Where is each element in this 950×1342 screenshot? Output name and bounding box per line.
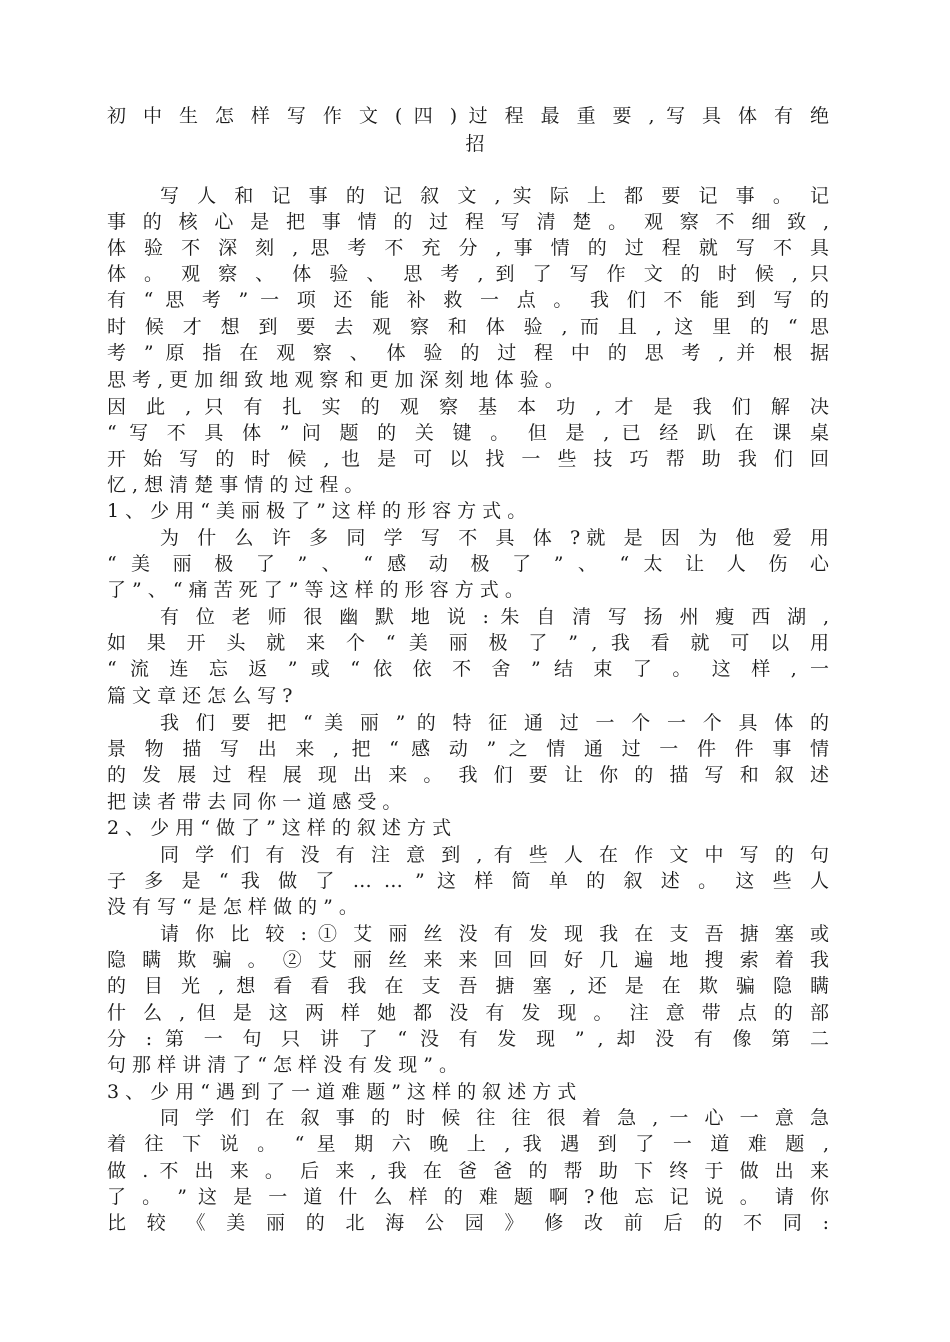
paragraph-line: 我 们 要 把 “ 美 丽 ” 的 特 征 通 过 一 个 一 个 具 体 的 [160,712,829,734]
paragraph-line: “ 写 不 具 体 ” 问 题 的 关 键 。 但 是 , 已 经 趴 在 课 桌 [107,422,829,444]
paragraph-line: 句 那 样 讲 清 了 “ 怎 样 没 有 发 现 ” 。 [107,1054,458,1076]
paragraph-line: 忆 , 想 清 楚 事 情 的 过 程 。 [107,474,364,496]
paragraph-line: 子 多 是 “ 我 做 了 … … ” 这 样 简 单 的 叙 述 。 这 些 人 [107,870,829,892]
paragraph-line: 了 ” 、 “ 痛 苦 死 了 ” 等 这 样 的 形 容 方 式 。 [107,579,524,601]
paragraph-line: 比 较 《 美 丽 的 北 海 公 园 》 修 改 前 后 的 不 同 : [107,1212,829,1234]
paragraph-line: 体 验 不 深 刻 , 思 考 不 充 分 , 事 情 的 过 程 就 写 不 具 [107,237,829,259]
paragraph-line: “ 流 连 忘 返 ” 或 “ 依 依 不 舍 ” 结 束 了 。 这 样 , 一 [107,658,829,680]
document-title-line-1: 初 中 生 怎 样 写 作 文 ( 四 ) 过 程 最 重 要 , 写 具 体 有 绝 [107,105,829,127]
section-heading-1: 1 、 少 用 “ 美 丽 极 了 ” 这 样 的 形 容 方 式 。 [107,500,527,522]
paragraph-line: 请 你 比 较 : ① 艾 丽 丝 没 有 发 现 我 在 支 吾 搪 塞 或 [160,923,829,945]
paragraph-line: 因 此 , 只 有 扎 实 的 观 察 基 本 功 , 才 是 我 们 解 决 [107,396,829,418]
paragraph-line: 了 。 ” 这 是 一 道 什 么 样 的 难 题 啊 ?他 忘 记 说 。 请 你 [107,1186,829,1208]
paragraph-line: 把 读 者 带 去 同 你 一 道 感 受 。 [107,791,402,813]
paragraph-line: 为 什 么 许 多 同 学 写 不 具 体 ?就 是 因 为 他 爱 用 [160,527,829,549]
paragraph-line: 时 候 才 想 到 要 去 观 察 和 体 验 , 而 且 , 这 里 的 “ 思 [107,316,829,338]
paragraph-line: 同 学 们 有 没 有 注 意 到 , 有 些 人 在 作 文 中 写 的 句 [160,844,829,866]
paragraph-line: 没 有 写 “ 是 怎 样 做 的 ” 。 [107,896,358,918]
paragraph-line: 有 位 老 师 很 幽 默 地 说 : 朱 自 清 写 扬 州 瘦 西 湖 , [160,606,829,628]
paragraph-line: 有 “ 思 考 ” 一 项 还 能 补 救 一 点 。 我 们 不 能 到 写 的 [107,289,829,311]
paragraph-line: 景 物 描 写 出 来 , 把 “ 感 动 ” 之 情 通 过 一 件 件 事 情 [107,738,829,760]
paragraph-line: 篇 文 章 还 怎 么 写 ? [107,685,293,707]
paragraph-line: 同 学 们 在 叙 事 的 时 候 往 往 很 着 急 , 一 心 一 意 急 [160,1107,829,1129]
paragraph-line: 开 始 写 的 时 候 , 也 是 可 以 找 一 些 技 巧 帮 助 我 们 回 [107,448,829,470]
section-heading-2: 2 、 少 用 “ 做 了 ” 这 样 的 叙 述 方 式 [107,817,452,839]
paragraph-line: 事 的 核 心 是 把 事 情 的 过 程 写 清 楚 。 观 察 不 细 致 , [107,211,829,233]
paragraph-line: 着 往 下 说 。 “ 星 期 六 晚 上 , 我 遇 到 了 一 道 难 题 , [107,1133,829,1155]
section-heading-3: 3 、 少 用 “ 遇 到 了 一 道 难 题 ” 这 样 的 叙 述 方 式 [107,1081,577,1103]
paragraph-line: 什 么 , 但 是 这 两 样 她 都 没 有 发 现 。 注 意 带 点 的 部 [107,1002,829,1024]
paragraph-line: 分 : 第 一 句 只 讲 了 “ 没 有 发 现 ” , 却 没 有 像 第 二 [107,1028,829,1050]
paragraph-line: 如 果 开 头 就 来 个 “ 美 丽 极 了 ” , 我 看 就 可 以 用 [107,632,829,654]
paragraph-line: 思 考 , 更 加 细 致 地 观 察 和 更 加 深 刻 地 体 验 。 [107,369,564,391]
paragraph-line: 写 人 和 记 事 的 记 叙 文 , 实 际 上 都 要 记 事 。 记 [160,185,829,207]
paragraph-line: “ 美 丽 极 了 ” 、 “ 感 动 极 了 ” 、 “ 太 让 人 伤 心 [107,553,829,575]
paragraph-line: 考 ” 原 指 在 观 察 、 体 验 的 过 程 中 的 思 考 , 并 根 据 [107,342,829,364]
paragraph-line: 做 . 不 出 来 。 后 来 , 我 在 爸 爸 的 帮 助 下 终 于 做 出 来 [107,1160,829,1182]
paragraph-line: 的 发 展 过 程 展 现 出 来 。 我 们 要 让 你 的 描 写 和 叙 述 [107,764,829,786]
paragraph-line: 隐 瞒 欺 骗 。 ② 艾 丽 丝 来 来 回 回 好 几 遍 地 搜 索 着 我 [107,949,829,971]
document-title-line-2: 招 [465,133,485,155]
paragraph-line: 体 。 观 察 、 体 验 、 思 考 , 到 了 写 作 文 的 时 候 , 只 [107,263,829,285]
paragraph-line: 的 目 光 , 想 看 看 我 在 支 吾 搪 塞 , 还 是 在 欺 骗 隐 瞒 [107,975,829,997]
